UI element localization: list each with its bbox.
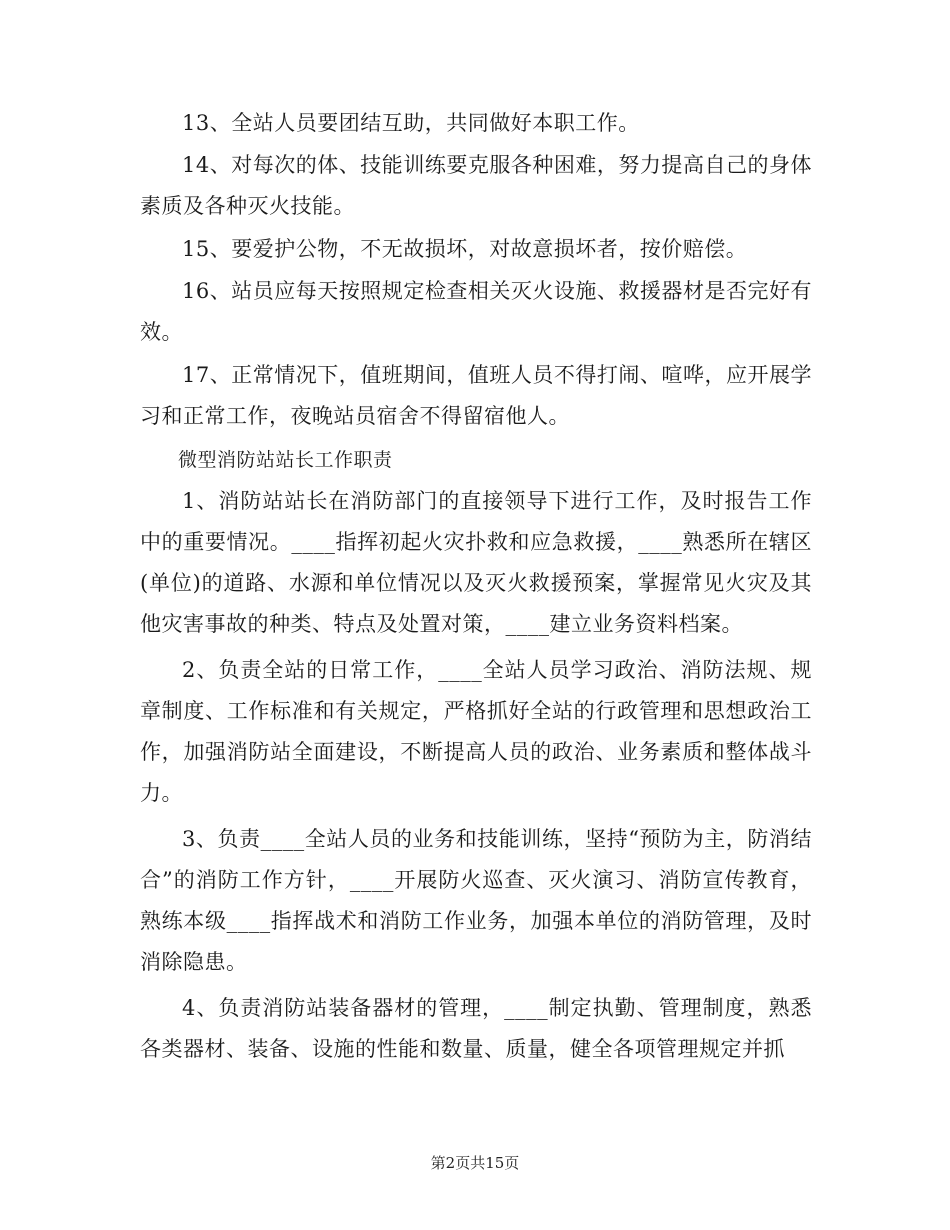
duty-paragraph-1: 1、消防站站长在消防部门的直接领导下进行工作，及时报告工作中的重要情况。____指挥初起火灾扑救和应急救援，____熟悉所在辖区(单位)的道路、水源和单位情况以及灭火救援预案，掌握常见火灾及其他灾害事故的种类、特点及处置对策，____建立业务资料档案。 [140,489,812,636]
paragraph-17: 17、正常情况下，值班期间，值班人员不得打闹、喧哗，应开展学习和正常工作，夜晚站员宿舍不得留宿他人。 [140,363,812,428]
paragraph-13: 13、全站人员要团结互助，共同做好本职工作。 [182,111,640,135]
paragraph-15: 15、要爱护公物，不无故损坏，对故意损坏者，按价赔偿。 [182,237,748,261]
duty-paragraph-2: 2、负责全站的日常工作，____全站人员学习政治、消防法规、规章制度、工作标准和有关规定，严格抓好全站的行政管理和思想政治工作，加强消防站全面建设，不断提高人员的政治、业务素质和整体战斗力。 [140,658,812,805]
paragraph-14: 14、对每次的体、技能训练要克服各种困难，努力提高自己的身体素质及各种灭火技能。 [140,153,812,218]
page-number-footer: 第2页共15页 [430,1154,520,1172]
paragraph-16: 16、站员应每天按照规定检查相关灭火设施、救援器材是否完好有效。 [140,279,812,344]
section-heading: 微型消防站站长工作职责 [178,449,393,471]
duty-paragraph-3: 3、负责____全站人员的业务和技能训练，坚持“预防为主，防消结合”的消防工作方针，____开展防火巡查、灭火演习、消防宣传教育，熟练本级____指挥战术和消防工作业务，加强本单位的消防管理，及时消除隐患。 [140,827,812,974]
duty-paragraph-4: 4、负责消防站装备器材的管理，____制定执勤、管理制度，熟悉各类器材、装备、设施的性能和数量、质量，健全各项管理规定并抓 [140,996,812,1061]
